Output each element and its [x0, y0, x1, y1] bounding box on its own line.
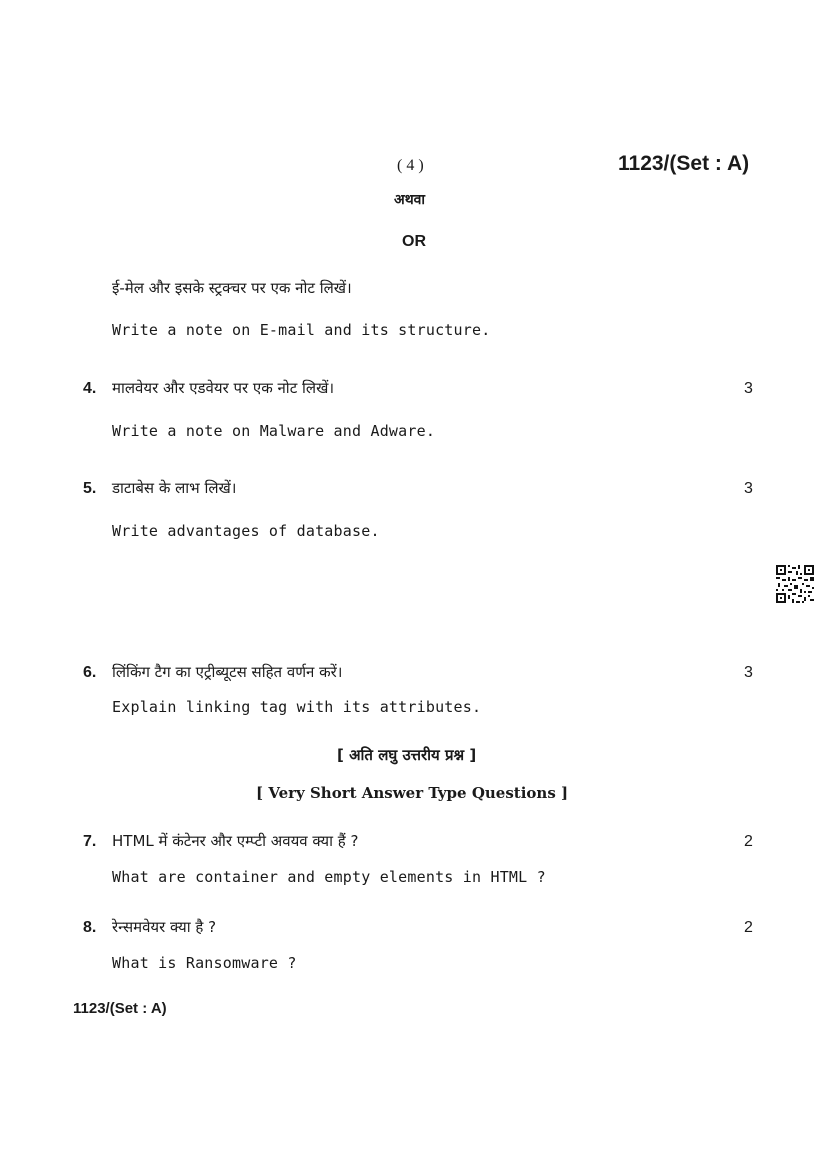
question-number: 7.: [83, 833, 97, 850]
question-marks: 2: [744, 833, 753, 850]
question-hindi: लिंकिंग टैग का एट्रीब्यूटस सहित वर्णन करें।: [112, 663, 343, 681]
question-marks: 2: [744, 919, 753, 936]
section-heading-hindi: [ अति लघु उत्तरीय प्रश्न ]: [337, 746, 477, 764]
question-hindi: रेन्समवेयर क्या है ?: [112, 918, 217, 936]
question-hindi: डाटाबेस के लाभ लिखें।: [112, 479, 237, 497]
question-hindi: मालवेयर और एडवेयर पर एक नोट लिखें।: [112, 379, 335, 397]
page-number: ( 4 ): [397, 157, 424, 174]
question-number: 5.: [83, 480, 97, 497]
question-english: Write a note on Malware and Adware.: [112, 422, 436, 440]
set-code-footer: 1123/(Set : A): [73, 1000, 167, 1017]
question-marks: 3: [744, 480, 753, 497]
question-number: 6.: [83, 664, 97, 681]
set-code-header: 1123/(Set : A): [618, 152, 750, 175]
question-alt-english: Write a note on E-mail and its structure.: [112, 321, 491, 339]
question-marks: 3: [744, 380, 753, 397]
or-english: OR: [402, 233, 426, 250]
question-english: Explain linking tag with its attributes.: [112, 698, 482, 716]
question-marks: 3: [744, 664, 753, 681]
question-hindi: HTML में कंटेनर और एम्प्टी अवयव क्या हैं ?: [112, 832, 359, 850]
question-english: What are container and empty elements in HTML ?: [112, 868, 546, 886]
question-english: Write advantages of database.: [112, 522, 380, 540]
or-hindi: अथवा: [394, 192, 426, 208]
question-number: 4.: [83, 380, 97, 397]
question-alt-hindi: ई-मेल और इसके स्ट्रक्चर पर एक नोट लिखें।: [112, 279, 352, 297]
question-english: What is Ransomware ?: [112, 954, 297, 972]
qr-code-icon: [776, 565, 814, 603]
question-number: 8.: [83, 919, 97, 936]
section-heading-english: [ Very Short Answer Type Questions ]: [256, 784, 569, 802]
